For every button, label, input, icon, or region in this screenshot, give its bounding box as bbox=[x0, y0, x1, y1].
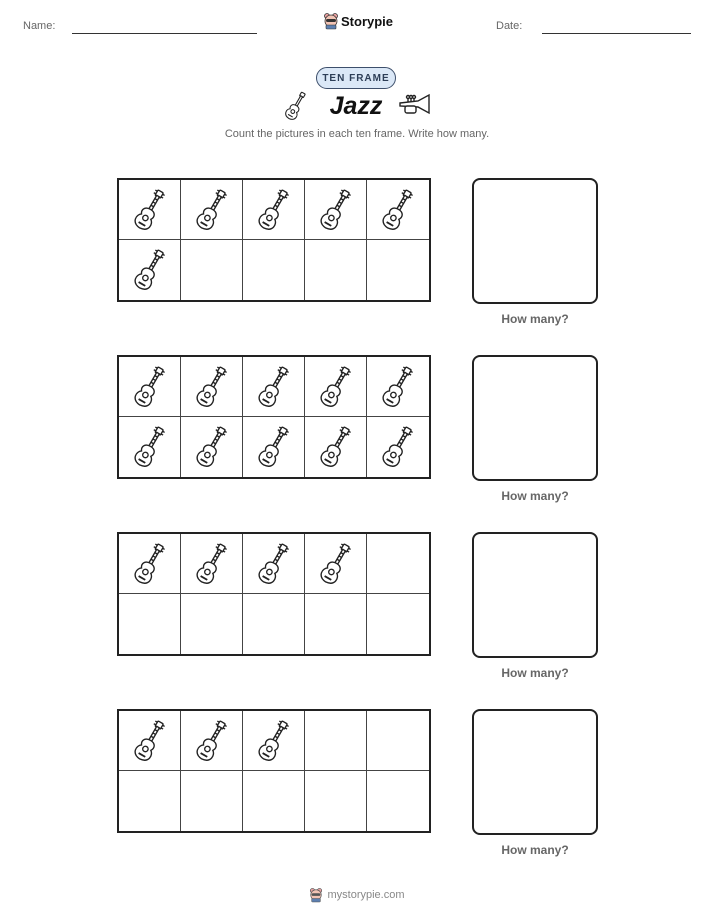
answer-box-2[interactable] bbox=[472, 355, 598, 481]
how-many-label-3: How many? bbox=[501, 666, 569, 680]
frame-cell bbox=[181, 240, 243, 300]
guitar-icon bbox=[134, 424, 166, 470]
frame-cell bbox=[181, 771, 243, 831]
guitar-icon bbox=[320, 187, 352, 233]
guitar-icon bbox=[258, 718, 290, 764]
frame-cell bbox=[243, 534, 305, 594]
worksheet-type-badge: TEN FRAME bbox=[316, 67, 396, 89]
guitar-icon bbox=[196, 541, 228, 587]
frame-cell bbox=[305, 180, 367, 240]
guitar-icon bbox=[284, 90, 308, 122]
frame-cell bbox=[181, 180, 243, 240]
footer-site: mystorypie.com bbox=[327, 889, 405, 901]
guitar-icon bbox=[196, 364, 228, 410]
brand-logo bbox=[323, 12, 393, 30]
frame-cell bbox=[367, 711, 429, 771]
frame-cell bbox=[119, 594, 181, 654]
frame-cell bbox=[305, 417, 367, 477]
frame-cell bbox=[367, 357, 429, 417]
guitar-icon bbox=[320, 541, 352, 587]
guitar-icon bbox=[196, 718, 228, 764]
ten-frame-3 bbox=[117, 532, 431, 656]
storypie-mascot-icon bbox=[309, 887, 323, 903]
ten-frame-1 bbox=[117, 178, 431, 302]
frame-cell bbox=[119, 417, 181, 477]
guitar-icon bbox=[258, 541, 290, 587]
guitar-icon bbox=[134, 718, 166, 764]
guitar-icon bbox=[134, 364, 166, 410]
frame-cell bbox=[305, 711, 367, 771]
guitar-icon bbox=[382, 424, 414, 470]
guitar-icon bbox=[134, 187, 166, 233]
brand-name: Storypie bbox=[341, 13, 394, 29]
frame-cell bbox=[367, 240, 429, 300]
frame-cell bbox=[367, 180, 429, 240]
how-many-label-4: How many? bbox=[501, 843, 569, 857]
frame-cell bbox=[367, 771, 429, 831]
ten-frame-4 bbox=[117, 709, 431, 833]
answer-box-1[interactable] bbox=[472, 178, 598, 304]
date-label: Date: bbox=[496, 20, 523, 32]
frame-cell bbox=[367, 594, 429, 654]
frame-cell bbox=[305, 357, 367, 417]
frame-cell bbox=[181, 534, 243, 594]
instructions: Count the pictures in each ten frame. Write how many. bbox=[224, 128, 490, 140]
guitar-icon bbox=[320, 424, 352, 470]
guitar-icon bbox=[134, 541, 166, 587]
guitar-icon bbox=[320, 364, 352, 410]
frame-cell bbox=[243, 771, 305, 831]
frame-cell bbox=[119, 771, 181, 831]
frame-cell bbox=[243, 180, 305, 240]
guitar-icon bbox=[382, 187, 414, 233]
frame-cell bbox=[181, 711, 243, 771]
frame-cell bbox=[119, 240, 181, 300]
storypie-mascot-icon bbox=[323, 12, 339, 30]
frame-cell bbox=[367, 417, 429, 477]
frame-cell bbox=[181, 357, 243, 417]
how-many-label-2: How many? bbox=[501, 489, 569, 503]
trumpet-icon bbox=[398, 93, 432, 117]
worksheet-title: Jazz bbox=[329, 92, 383, 120]
footer bbox=[0, 887, 714, 903]
name-line[interactable] bbox=[72, 33, 257, 34]
frame-cell bbox=[305, 240, 367, 300]
frame-cell bbox=[119, 711, 181, 771]
frame-cell bbox=[181, 417, 243, 477]
guitar-icon bbox=[196, 424, 228, 470]
guitar-icon bbox=[382, 364, 414, 410]
frame-cell bbox=[305, 534, 367, 594]
frame-cell bbox=[243, 357, 305, 417]
guitar-icon bbox=[258, 424, 290, 470]
frame-cell bbox=[119, 180, 181, 240]
frame-cell bbox=[305, 771, 367, 831]
frame-cell bbox=[243, 711, 305, 771]
frame-cell bbox=[181, 594, 243, 654]
frame-cell bbox=[305, 594, 367, 654]
answer-box-4[interactable] bbox=[472, 709, 598, 835]
frame-cell bbox=[243, 417, 305, 477]
frame-cell bbox=[367, 534, 429, 594]
frame-cell bbox=[243, 240, 305, 300]
guitar-icon bbox=[258, 187, 290, 233]
frame-cell bbox=[119, 357, 181, 417]
frame-cell bbox=[243, 594, 305, 654]
guitar-icon bbox=[134, 247, 166, 293]
date-line[interactable] bbox=[542, 33, 691, 34]
guitar-icon bbox=[196, 187, 228, 233]
ten-frame-2 bbox=[117, 355, 431, 479]
answer-box-3[interactable] bbox=[472, 532, 598, 658]
guitar-icon bbox=[258, 364, 290, 410]
frame-cell bbox=[119, 534, 181, 594]
how-many-label-1: How many? bbox=[501, 312, 569, 326]
name-label: Name: bbox=[23, 20, 56, 32]
